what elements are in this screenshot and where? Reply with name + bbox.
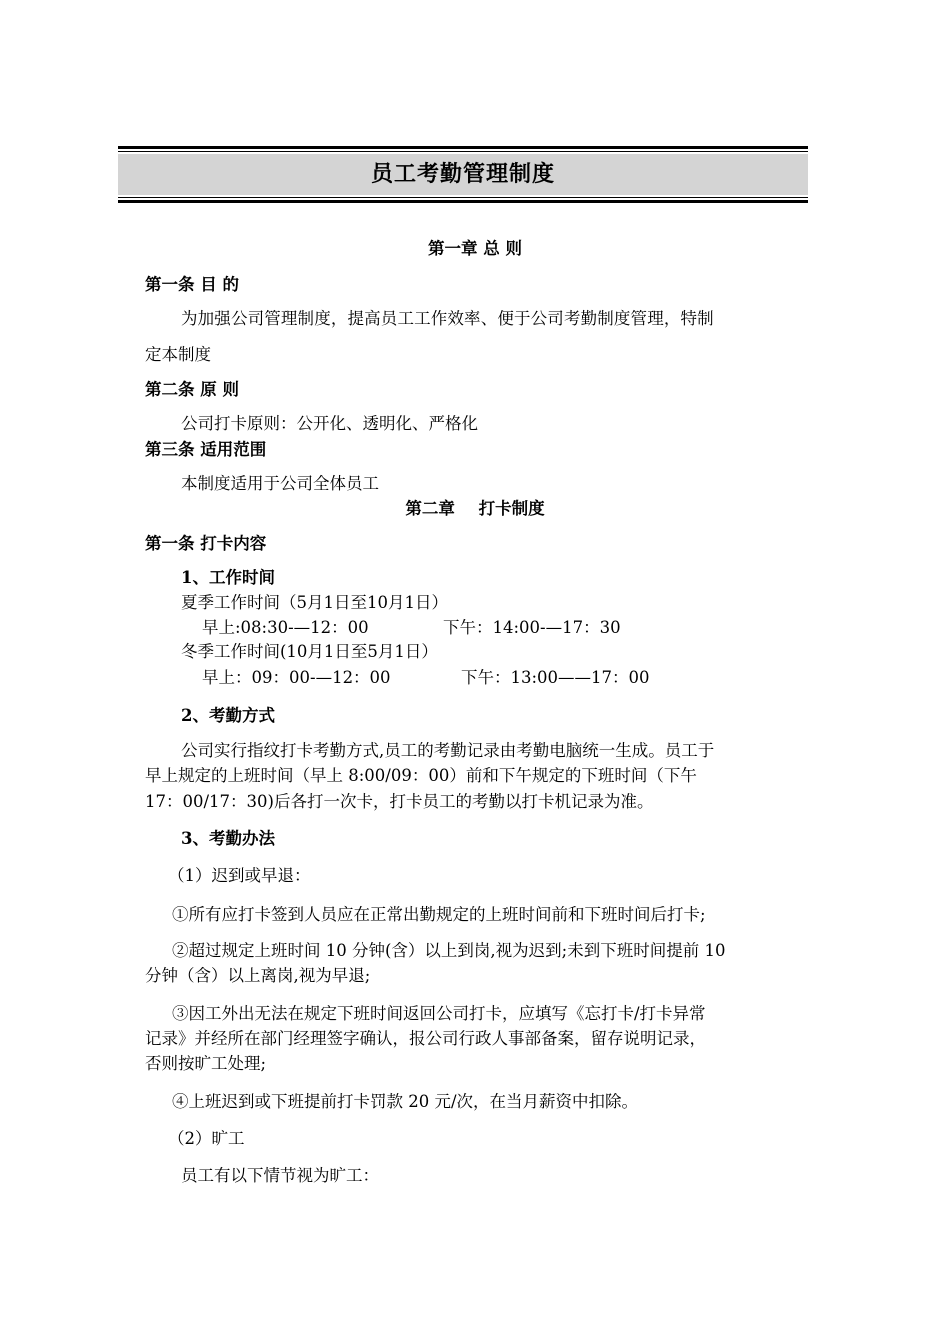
item-1-rule-3-line-1: ③因工外出无法在规定下班时间返回公司打卡，应填写《忘打卡/打卡异常 bbox=[172, 1004, 706, 1023]
article-2-heading: 第二条 原 则 bbox=[145, 380, 239, 399]
item-2-body: 员工有以下情节视为旷工： bbox=[181, 1166, 379, 1185]
item-1-rule-4: ④上班迟到或下班提前打卡罚款 20 元/次，在当月薪资中扣除。 bbox=[172, 1092, 639, 1111]
document-title-banner bbox=[118, 146, 808, 204]
article-1-heading: 第一条 目 的 bbox=[145, 275, 239, 294]
article-3-body: 本制度适用于公司全体员工 bbox=[181, 474, 379, 493]
item-1-rule-2-line-2: 分钟（含）以上离岗,视为早退; bbox=[145, 966, 371, 985]
title-top-rule-thin bbox=[118, 151, 808, 152]
title-top-rule-thick bbox=[118, 146, 808, 149]
section-1-heading: 1、工作时间 bbox=[181, 568, 275, 587]
summer-schedule: 夏季工作时间（5月1日至10月1日） bbox=[181, 593, 448, 612]
winter-schedule: 冬季工作时间(10月1日至5月1日） bbox=[181, 642, 438, 661]
section-2-body-line-1: 公司实行指纹打卡考勤方式,员工的考勤记录由考勤电脑统一生成。员工于 bbox=[181, 741, 715, 760]
item-1-rule-1: ①所有应打卡签到人员应在正常出勤规定的上班时间前和下班时间后打卡; bbox=[172, 905, 706, 924]
section-2-body-line-3: 17：00/17：30)后各打一次卡，打卡员工的考勤以打卡机记录为准。 bbox=[145, 792, 654, 811]
summer-afternoon-hours: 下午：14:00-—17：30 bbox=[443, 618, 621, 637]
article-1-body-line-1: 为加强公司管理制度，提高员工工作效率、便于公司考勤制度管理，特制 bbox=[181, 309, 714, 328]
item-1-rule-2-line-1: ②超过规定上班时间 10 分钟(含）以上到岗,视为迟到;未到下班时间提前 10 bbox=[172, 941, 726, 960]
article-3-heading: 第三条 适用范围 bbox=[145, 440, 267, 459]
title-bottom-rule-thick bbox=[118, 200, 808, 203]
chapter-2-article-1-heading: 第一条 打卡内容 bbox=[145, 534, 267, 553]
article-2-body: 公司打卡原则：公开化、透明化、严格化 bbox=[181, 414, 478, 433]
chapter-1-heading: 第一章 总 则 bbox=[428, 239, 522, 258]
winter-morning-hours: 早上：09：00-—12：00 bbox=[202, 668, 391, 687]
item-1-rule-3-line-3: 否则按旷工处理; bbox=[145, 1054, 267, 1073]
title-bottom-rule-thin bbox=[118, 197, 808, 198]
section-3-heading: 3、考勤办法 bbox=[181, 829, 275, 848]
item-1-rule-3-line-2: 记录》并经所在部门经理签字确认，报公司行政人事部备案，留存说明记录， bbox=[145, 1029, 706, 1048]
section-2-body-line-2: 早上规定的上班时间（早上 8:00/09：00）前和下午规定的下班时间（下午 bbox=[145, 766, 697, 785]
item-1-heading: （1）迟到或早退： bbox=[168, 866, 311, 885]
winter-afternoon-hours: 下午：13:00——17：00 bbox=[461, 668, 650, 687]
section-2-heading: 2、考勤方式 bbox=[181, 706, 275, 725]
document-title: 员工考勤管理制度 bbox=[370, 161, 555, 187]
article-1-body-line-2: 定本制度 bbox=[145, 345, 211, 364]
item-2-heading: （2）旷工 bbox=[168, 1129, 245, 1148]
chapter-2-heading: 第二章 打卡制度 bbox=[405, 499, 545, 518]
summer-morning-hours: 早上:08:30-—12：00 bbox=[202, 618, 369, 637]
